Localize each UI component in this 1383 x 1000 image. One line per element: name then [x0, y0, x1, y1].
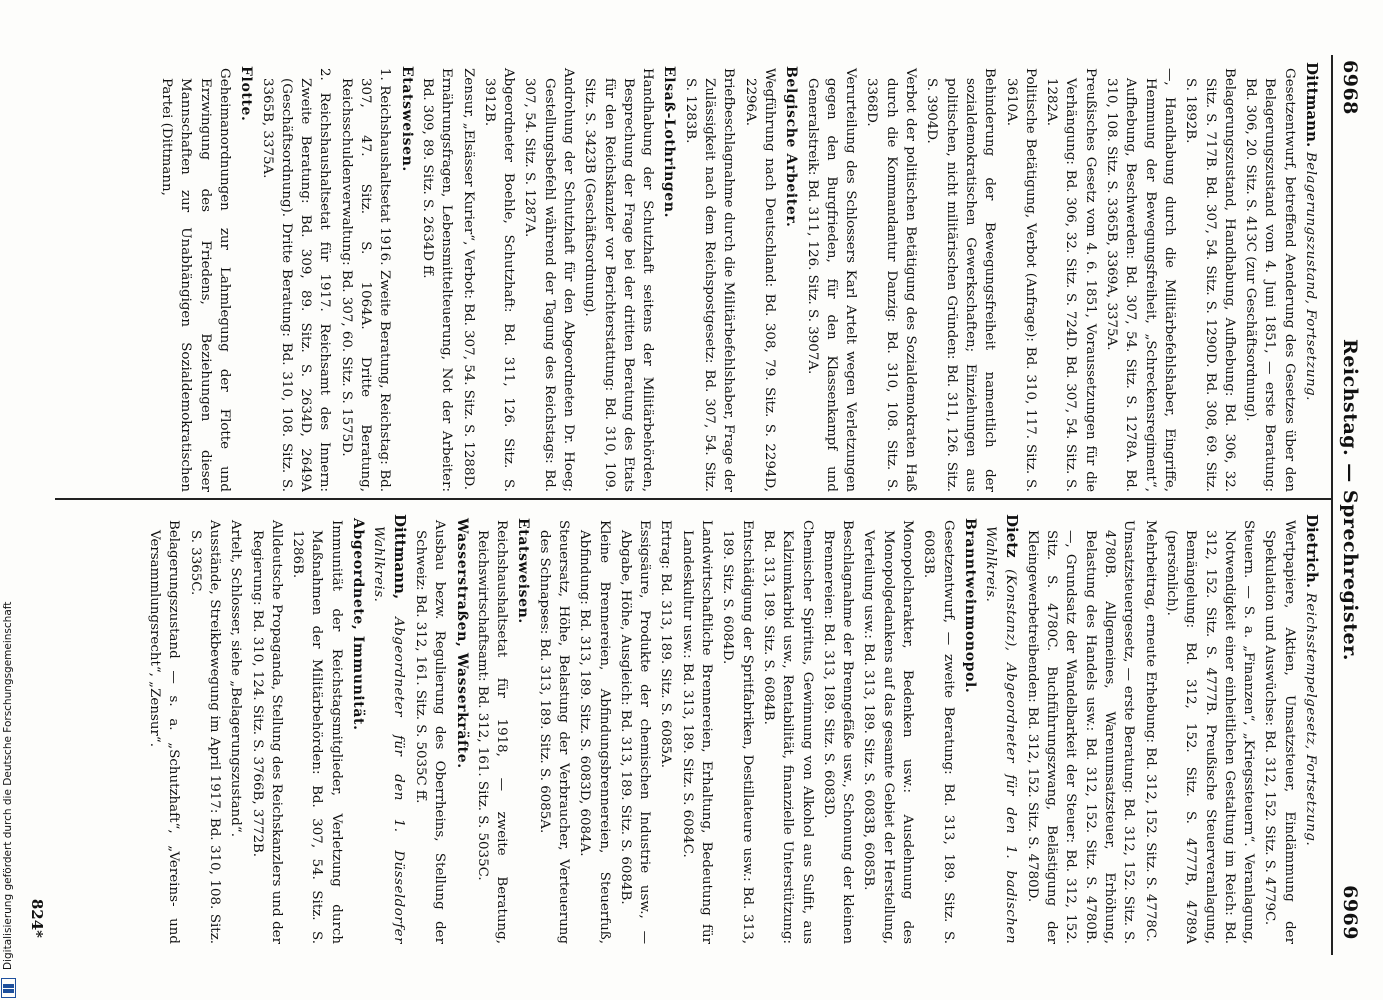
index-entry: Mehrbeitrag, erneute Erhebung: Bd. 312, 152. Sitz. S. 4778C. [1142, 520, 1158, 943]
index-entry: Artelt, Schlosser, siehe „Belagerungszustand“. [228, 520, 244, 837]
index-entry: 1. Reichshaushaltsetat 1916. Zweite Beratung, Reichstag: Bd. 307, 47. Sitz. S. 1064A. Dritte Beratung, Reichsschuldenverwaltung: Bd. 307, 60. Sitz. S. 1575D. [338, 68, 393, 492]
index-entry: Belagerungszustand — s. a. „Schutzhaft“, „Vereins- und Versammlungsrecht“, „Zensur“. [147, 520, 182, 944]
index-entry: Ertrag: Bd. 313, 189. Sitz. S. 6085A. [658, 520, 674, 768]
digitization-note: Digitalisierung gefördert durch die Deutsche Forschungsgemeinschaft [2, 601, 14, 970]
page-number-left: 6968 [1339, 60, 1361, 115]
index-entry-head [1301, 62, 1321, 492]
index-entry: Wertpapiere, Aktien, Umsatzsteuer, Eindämmung der Spekulation und Auswüchse: Bd. 312, 152. Sitz. S. 4779C. [1262, 520, 1297, 944]
section-heading: Elsaß-Lothringen. [661, 66, 678, 219]
section-heading: Wasserstraßen, Wasserkräfte. [453, 518, 470, 769]
index-entry: Geheimanordnungen zur Lahmlegung der Flotte und Erzwingung des Friedens, Beziehungen dieser Mannschaften zur Unabhängigen Sozialdemokratischen Partei (Dittmann, [159, 68, 232, 492]
entry-text: Belagerungszustand, Fortsetzung. [1303, 147, 1318, 401]
index-entry: Ernährungsfragen, Lebensmittelteuerung, Not der Arbeiter: Bd. 309, 89. Sitz. S. 2634D ff. [419, 68, 455, 492]
index-entry: Politische Betätigung, Verbot (Anfrage): Bd. 310, 117. Sitz. S. 3610A. [1003, 68, 1038, 492]
index-entry-head [369, 514, 409, 944]
person-name: Dietz [1002, 514, 1021, 558]
index-entry: Verbot der politischen Betätigung des Sozialdemokraten Haß durch die Kommandantur Danzig: Bd. 310, 108. Sitz. S. 3368D. [864, 68, 919, 492]
index-entry: —, Handhabung durch die Militärbefehlshaber, Eingriffe, Hemmung der Bewegungsfreiheit, „Schreckensregiment“, Aufhebung, Beschwerden: Bd. 307, 54. Sitz. S. 1278A. Bd. 310, 108. Sitz. S. 3365B, 3369A, 3375A. [1104, 68, 1177, 492]
section-heading: Abgeordnete, Immunität. [350, 518, 367, 731]
index-entry: Monopolcharakter, Bedenken usw.: Ausdehnung des Monopolgedankens auf das gesamte Gebiet der Herstellung, Verteilung usw.: Bd. 313, 189. Sitz. S. 6083B, 6085B. [861, 520, 916, 944]
index-entry: Briefbeschlagnahme durch die Militärbefehlshaber, Frage der Zulässigkeit nach dem Reichspostgesetz: Bd. 307, 54. Sitz. S. 1283B. [682, 68, 737, 492]
index-entry: Abgeordneter Boehle, Schutzhaft: Bd. 311, 126. Sitz. S. 3912B. [481, 68, 517, 492]
index-entry-head [1301, 514, 1321, 944]
index-entry-head [981, 514, 1021, 944]
digitization-strip [0, 0, 18, 1000]
person-name: Dietrich. [1303, 514, 1321, 589]
entry-text: Reichsstempelgesetz, Fortsetzung. [1303, 588, 1318, 847]
index-entry: Ausstände, Streikbewegung im April 1917: Bd. 310, 108. Sitz. S. 3365C. [187, 520, 222, 944]
column-divider [55, 498, 1331, 500]
index-entry: Behinderung der Bewegungsfreiheit namentlich der sozialdemokratischen Gewerkschaften; Einziehungen aus politischen, nicht militärischen Gründen: Bd. 311, 126. Sitz. S. 3904D. [924, 68, 998, 492]
index-entry: Chemischer Spiritus, Gewinnung von Alkohol aus Sulfit, aus Kalziumkarbid usw., Rentabilität, finanzielle Unterstützung: Bd. 313, 189. Sitz. S. 6084B. [760, 520, 815, 944]
index-entry: Steuern. — S. a. „Finanzen“, „Kriegssteuern“. Veranlagung, Notwendigkeit einer einheitlichen Gestaltung im Reich: Bd. 312, 152. Sitz. S. 4777B. Preußische Steuerveranlagung, Bemängelung: Bd. 312, 152. Sitz. S. 4777B, 4789A (persönlich). [1163, 520, 1257, 944]
index-entry: Wegführung nach Deutschland: Bd. 308, 79. Sitz. S. 2294D, 2296A. [742, 68, 777, 492]
index-entry: 2. Reichshaushaltsetat für 1917. Reichsamt des Innern: Zweite Beratung: Bd. 309, 89. Sitz. S. 2634D, 2649A (Geschäftsordnung). Dritte Beratung: Bd. 310, 108. Sitz. S. 3365B, 3375A. [259, 68, 333, 492]
column-left [60, 62, 1321, 492]
index-entry: Beschlagnahme der Brenngefäße usw., Schonung der kleinen Brennereien: Bd. 313, 189. Sitz. S. 6083D. [820, 520, 856, 944]
index-entry: Essigsäure, Produkte der chemischen Industrie usw., — Abgabe, Höhe, Ausgleich: Bd. 313, 189. Sitz. S. 6084B. [617, 520, 653, 944]
section-heading: Flotte. [238, 66, 255, 122]
index-entry: Immunität der Reichstagsmitglieder, Verletzung durch Maßnahmen der Militärbehörden: Bd. 307, 54. Sitz. S. 1286B. [290, 520, 344, 944]
section-heading: Belgische Arbeiter. [783, 66, 800, 228]
column-right [60, 514, 1321, 944]
index-entry: Androhung der Schutzhaft für den Abgeordneten Dr. Hoeg; Gestellungsbefehl während der Tagung des Reichstags: Bd. 307, 54. Sitz. S. 1287A. [522, 68, 577, 492]
index-entry: Entschädigung der Spritfabriken, Destillateure usw.: Bd. 313, 189. Sitz. S. 6084D. [720, 520, 755, 944]
index-entry: Preußisches Gesetz vom 4. 6. 1851, Voraussetzungen für die Verhängung: Bd. 306, 32. Sitz. S. 724D. Bd. 307, 54. Sitz. S. 1282A. [1044, 68, 1098, 492]
index-entry: Handhabung der Schutzhaft seitens der Militärbehörden, Besprechung der Frage bei der dritten Beratung des Etats für den Reichskanzler vor Berichterstattung: Bd. 310, 109. Sitz. S. 3423B (Geschäftsordnung). [582, 68, 656, 492]
entry-text: (Konstanz), Abgeordneter für den 1. badischen Wahlkreis. [983, 526, 1018, 944]
index-entry: Landwirtschaftliche Brennereien, Erhaltung, Bedeutung für Landeskultur usw.: Bd. 313, 189. Sitz. S. 6084C. [679, 520, 715, 944]
index-entry: Belagerungszustand, Handhabung, Aufhebung: Bd. 306, 32. Sitz. S. 717B. Bd. 307, 54. Sitz. S. 1290D. Bd. 308, 69. Sitz. S. 1892B. [1183, 68, 1237, 492]
index-entry: Steuersatz, Höhe, Belastung der Verbraucher, Verteuerung des Schnapses: Bd. 313, 189. Sitz. S. 6085A. [536, 520, 572, 944]
index-entry: Kleine Brennereien, Abfindungsbrennereien, Steuerfuß, Abfindung: Bd. 313, 189. Sitz. S. 6083D, 6084A. [577, 520, 612, 944]
page-mark: 824* [28, 898, 46, 938]
index-entry: Reichshaushaltsetat für 1918, — zweite Beratung, Reichswirtschaftsamt: Bd. 312, 161. Sitz. S. 5035C. [474, 520, 510, 944]
index-entry: Alldeutsche Propaganda, Stellung des Reichskanzlers und der Regierung: Bd. 310, 124. Sitz. S. 3766B, 3772B. [249, 520, 284, 944]
index-entry: Verurteilung des Schlossers Karl Artelt wegen Verletzungen gegen den Burgfrieden, für den Klassenkampf und Generalstreik: Bd. 311, 126. Sitz. S. 3907A. [804, 68, 859, 492]
index-entry: Gesetzentwurf, — zweite Beratung: Bd. 313, 189. Sitz. S. 6083B. [921, 520, 956, 944]
section-heading: Branntweinmonopol. [961, 518, 978, 694]
person-name: Dittmann. [1303, 62, 1321, 148]
index-entry: Umsatzsteuergesetz, — erste Beratung: Bd. 312, 152. Sitz. S. 4780B. Allgemeines, Warenumsatzsteuer, Erhöhung, Belastung des Handels usw.: Bd. 312, 152. Sitz. S. 4780B. —, Grundsatz der Wandelbarkeit der Steuer: Bd. 312, 152. Sitz. S. 4780C. Buchführungszwang, Belästigung der Kleingewerbetreibenden: Bd. 312, 152. Sitz. S. 4780D. [1024, 520, 1137, 944]
dfg-logo-icon [1, 978, 16, 998]
entry-text: Abgeordneter für den 1. Düsseldorfer Wahlkreis. [371, 526, 406, 944]
index-entry: Ausbau bezw. Regulierung des Oberrheins, Stellung der Schweiz: Bd. 312, 161. Sitz. S. 5035C ff. [412, 520, 448, 944]
section-heading: Etatsweisen. [398, 66, 415, 172]
running-head: Reichstag. — Sprechregister. [1339, 339, 1361, 661]
index-entry: Zensur, „Elsässer Kurier“, Verbot: Bd. 307, 54. Sitz. S. 1288D. [460, 68, 476, 490]
header-rule [1331, 55, 1333, 955]
page-number-right: 6969 [1339, 885, 1361, 940]
section-heading: Etatsweisen. [515, 518, 532, 624]
person-name: Dittmann, [390, 514, 409, 600]
index-entry: Gesetzentwurf, betreffend Aenderung des Gesetzes über den Belagerungszustand vom 4. Juni 1851, — erste Beratung: Bd. 306, 20. Sitz. S. 413C (zur Geschäftsordnung). [1243, 68, 1297, 492]
